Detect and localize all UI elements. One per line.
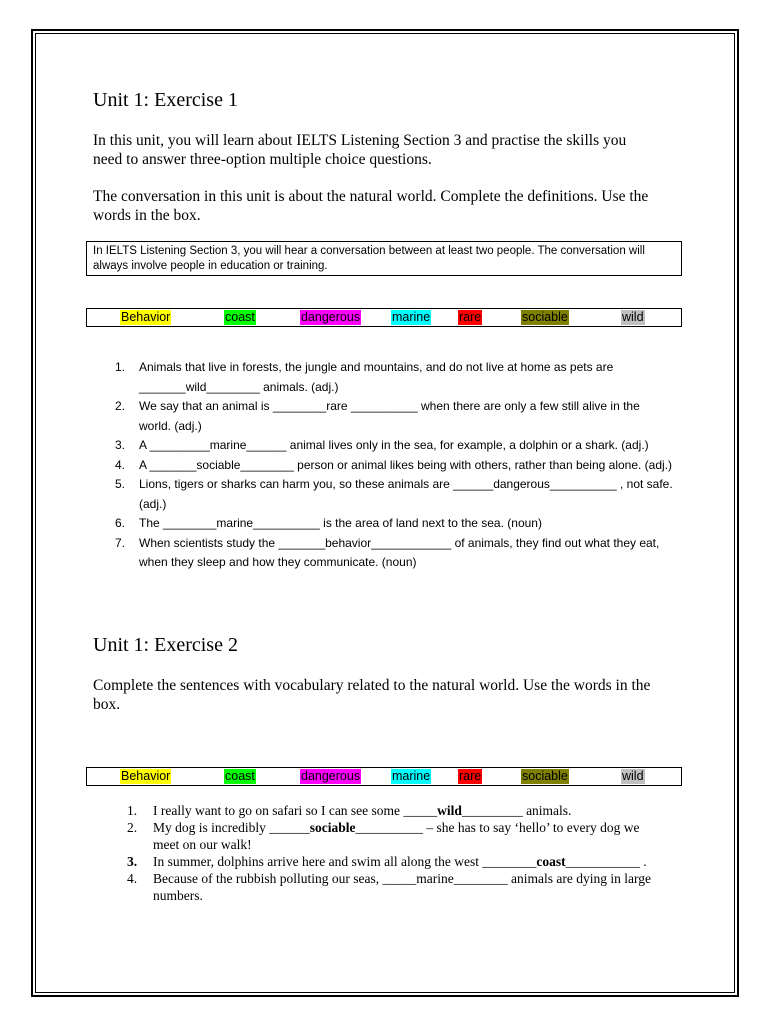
word-wild: wild <box>622 310 644 324</box>
word-sociable: sociable <box>522 310 568 324</box>
item-text: We say that an animal is ________rare __________ when there are only a few still alive in the world. (adj.) <box>139 399 640 433</box>
word-sociable: sociable <box>522 769 568 783</box>
list-item: 5. Lions, tigers or sharks can harm you, so these animals are ______dangerous__________ , not safe. (adj.) <box>115 477 673 511</box>
exercise1-intro: In this unit, you will learn about IELTS Listening Section 3 and practise the skills you need to answer three-option multiple choice questions. <box>93 132 627 168</box>
item-text: Animals that live in forests, the jungle and mountains, and do not live at home as pets are _______wild________ animals. (adj.) <box>139 360 614 394</box>
ielts-note-box: In IELTS Listening Section 3, you will hear a conversation between at least two people. The conversation will always involve people in education or training. <box>86 241 682 276</box>
list-item: 4. Because of the rubbish polluting our seas, _____marine________ animals are dying in large numbers. <box>127 871 652 903</box>
item-text: Lions, tigers or sharks can harm you, so these animals are ______dangerous__________ , not safe. (adj.) <box>139 477 673 511</box>
list-item: 2. My dog is incredibly ______sociable__________ – she has to say ‘hello’ to every dog we meet on our walk! <box>127 820 640 852</box>
word-behavior: Behavior <box>121 769 171 783</box>
list-item: 4. A _______sociable________ person or animal likes being with others, rather than being alone. (adj.) <box>115 457 673 472</box>
exercise1-instruction: The conversation in this unit is about the natural world. Complete the definitions. Use the words in the box. <box>93 188 649 224</box>
answer-text: wild <box>437 803 462 818</box>
exercise2-instruction: Complete the sentences with vocabulary related to the natural world. Use the words in the box. <box>93 677 651 713</box>
list-item: 7. When scientists study the _______behavior____________ of animals, they find out what they eat, when they sleep and how they communicate. (noun) <box>115 535 660 569</box>
word-behavior: Behavior <box>121 310 171 324</box>
list-item: 6. The ________marine__________ is the area of land next to the sea. (noun) <box>115 516 542 530</box>
item-text: The ________marine__________ is the area of land next to the sea. (noun) <box>139 516 542 530</box>
word-box-2 <box>86 767 682 786</box>
word-marine: marine <box>392 310 431 324</box>
answer-text: coast <box>536 854 566 869</box>
list-item: 3. In summer, dolphins arrive here and swim all along the west ________coast___________ . <box>127 854 647 869</box>
item-text: A _______sociable________ person or animal likes being with others, rather than being alone. (adj.) <box>139 457 673 472</box>
word-rare: rare <box>459 310 482 324</box>
list-item: 3. A _________marine______ animal lives only in the sea, for example, a dolphin or a shark. (adj.) <box>115 438 649 452</box>
list-item: 2. We say that an animal is ________rare __________ when there are only a few still alive in the world. (adj.) <box>115 399 640 433</box>
word-dangerous: dangerous <box>301 310 361 324</box>
item-text: A _________marine______ animal lives only in the sea, for example, a dolphin or a shark. (adj.) <box>139 438 649 452</box>
list-item: 1. I really want to go on safari so I can see some _____wild_________ animals. <box>127 803 572 818</box>
word-marine: marine <box>392 769 431 783</box>
word-box-1 <box>86 308 682 327</box>
answer-text: sociable <box>309 820 356 835</box>
exercise2-heading: Unit 1: Exercise 2 <box>93 634 238 656</box>
list-item: 1. Animals that live in forests, the jungle and mountains, and do not live at home as pets are _______wild________ animals. (adj.) <box>115 360 614 394</box>
word-wild: wild <box>622 769 644 783</box>
item-text: When scientists study the _______behavior____________ of animals, they find out what they eat, when they sleep and how they communicate. (noun) <box>139 535 660 569</box>
word-dangerous: dangerous <box>301 769 361 783</box>
word-coast: coast <box>225 769 255 783</box>
exercise2-list <box>127 802 667 904</box>
word-coast: coast <box>225 310 255 324</box>
exercise1-heading: Unit 1: Exercise 1 <box>93 89 238 111</box>
exercise1-list <box>115 358 675 573</box>
word-rare: rare <box>459 769 482 783</box>
